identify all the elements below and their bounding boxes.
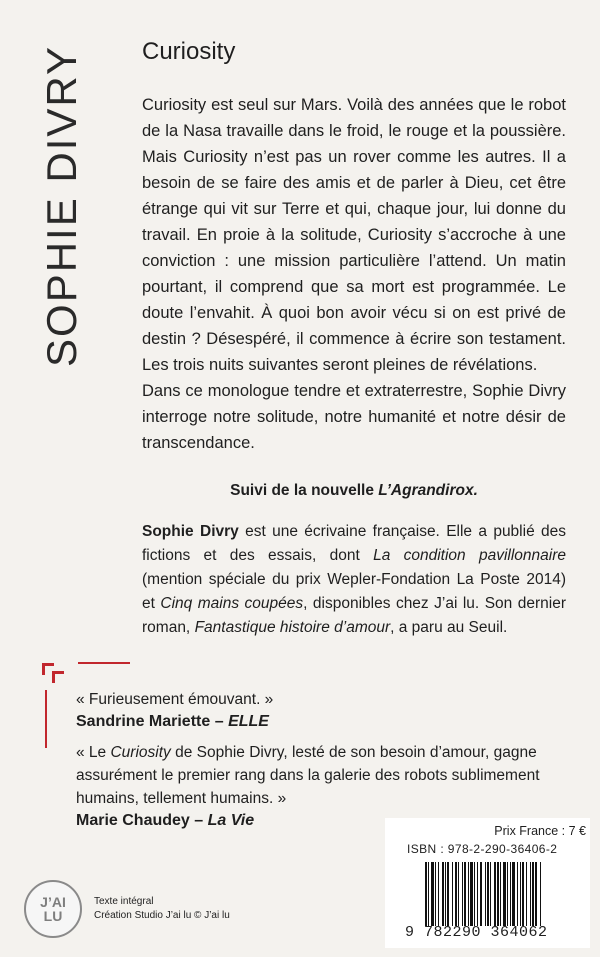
- price-label: Prix France : 7 €: [494, 824, 586, 838]
- barcode-bar: [532, 862, 534, 926]
- barcode-bar: [507, 862, 508, 926]
- quote-author-name-1: Sandrine Mariette: [76, 713, 211, 730]
- barcode-bar: [500, 862, 501, 926]
- footer-line-1: Texte intégral: [94, 896, 154, 907]
- synopsis: [142, 92, 566, 456]
- barcode-bar: [458, 862, 459, 926]
- barcode-bar: [480, 862, 482, 926]
- barcode-bar: [520, 862, 521, 926]
- vertical-author-name: [24, 36, 100, 376]
- barcode-panel: [385, 818, 590, 948]
- bio-author-name: Sophie Divry: [142, 523, 239, 540]
- vertical-author-text: SOPHIE DIVRY: [38, 45, 86, 367]
- barcode-bar: [464, 862, 466, 926]
- isbn-label: ISBN : 978-2-290-36406-2: [407, 842, 558, 856]
- bio-text-1: est une écrivaine française. Elle a publié des fictions et des essais, dont: [142, 523, 567, 564]
- barcode-bar: [503, 862, 506, 926]
- barcode-bar: [431, 862, 434, 926]
- logo-line-1: J’AI: [40, 894, 66, 910]
- publisher-footer: [94, 895, 230, 923]
- quote-author-name-2: Marie Chaudey: [76, 812, 190, 829]
- logo-line-2: LU: [43, 908, 63, 924]
- followup-title: L’Agrandirox.: [378, 482, 478, 499]
- bio-work-2: Cinq mains coupées: [160, 595, 304, 612]
- quote-text-2: [76, 741, 576, 810]
- followup-line: [142, 482, 566, 500]
- barcode-bar: [452, 862, 453, 926]
- bio-text-2: (mention spéciale du prix Wepler-Fondation La Poste 2014) et: [142, 571, 566, 612]
- followup-prefix: Suivi de la nouvelle: [230, 482, 379, 499]
- barcode-bar: [425, 862, 427, 926]
- barcode-bar: [485, 862, 486, 926]
- publisher-logo: [24, 880, 82, 938]
- quote-text-1: « Furieusement émouvant. »: [76, 691, 274, 708]
- synopsis-paragraph-2: Dans ce monologue tendre et extraterrestre, Sophie Divry interroge notre solitude, notre humanité et notre désir de transcendance.: [142, 382, 566, 452]
- barcode-bar: [428, 862, 429, 926]
- barcode-bar: [517, 862, 518, 926]
- barcode-bar: [530, 862, 531, 926]
- author-bio: [142, 520, 566, 640]
- barcode-bar: [490, 862, 491, 926]
- barcode-bar: [474, 862, 475, 926]
- quote-author-1: Sandrine Mariette – ELLE: [76, 713, 269, 730]
- quote-block-2: [76, 741, 576, 830]
- red-divider-vertical: [45, 690, 47, 748]
- bio-text-3: , disponibles chez J’ai lu. Son dernier roman,: [142, 595, 566, 636]
- barcode-bar: [494, 862, 496, 926]
- barcode-bar: [510, 862, 511, 926]
- barcode-bar: [435, 862, 436, 926]
- bio-text-4: , a paru au Seuil.: [390, 619, 508, 636]
- quote-text-2-before: « Le: [76, 744, 111, 761]
- bio-work-1: La condition pavillonnaire: [373, 547, 566, 564]
- red-divider-top: [78, 662, 130, 664]
- barcode-bar: [522, 862, 524, 926]
- barcode-bar: [535, 862, 537, 926]
- quote-mark-icon: [40, 661, 68, 689]
- bio-work-3: Fantastique histoire d’amour: [194, 619, 391, 636]
- barcode-bar: [526, 862, 527, 926]
- barcode-bar: [447, 862, 449, 926]
- barcode-bar: [470, 862, 473, 926]
- barcode-bar: [462, 862, 463, 926]
- barcode-bar: [540, 862, 541, 926]
- synopsis-paragraph-1: Curiosity est seul sur Mars. Voilà des années que le robot de la Nasa travaille dans le froid, le rouge et la poussière. Mais Curiosity n’est pas un rover comme les autres. Il a besoin de se faire des amis et de parler à Dieu, cet être étrange qui vit sur Terre et qui, chaque jour, lui donne du travail. En proie à la solitude, Curiosity s’accroche à une conviction : une mission particulière l’attend. Un matin pourtant, il comprend que sa mort est programmée. Le doute l’envahit. À quoi bon avoir vécu si on est privé de destin ? Désespéré, il commence à écrire son testament. Les trois nuits suivantes seront pleines de révélations.: [142, 96, 566, 374]
- barcode-bar: [487, 862, 489, 926]
- footer-line-2: Création Studio J’ai lu © J’ai lu: [94, 910, 230, 921]
- quote-author-2: Marie Chaudey – La Vie: [76, 812, 255, 829]
- barcode-bar: [468, 862, 469, 926]
- barcode-icon: [425, 862, 579, 926]
- barcode-bar: [438, 862, 439, 926]
- barcode-bar: [512, 862, 515, 926]
- quote-source-1: ELLE: [228, 713, 269, 730]
- barcode-bar: [455, 862, 457, 926]
- back-cover-content: [142, 38, 566, 640]
- quote-source-2: La Vie: [207, 812, 255, 829]
- barcode-bar: [497, 862, 499, 926]
- quote-text-2-after: de Sophie Divry, lesté de son besoin d’amour, gagne assurément le premier rang dans la galerie des robots sublimement humains, tellement humains. »: [76, 744, 540, 807]
- barcode-bar: [445, 862, 446, 926]
- barcode-number: 9 782290 364062: [405, 924, 548, 941]
- barcode-bar: [442, 862, 444, 926]
- quote-block-1: [76, 688, 576, 731]
- barcode-bar: [477, 862, 478, 926]
- book-title: Curiosity: [142, 38, 236, 65]
- quote-text-2-em: Curiosity: [110, 744, 171, 761]
